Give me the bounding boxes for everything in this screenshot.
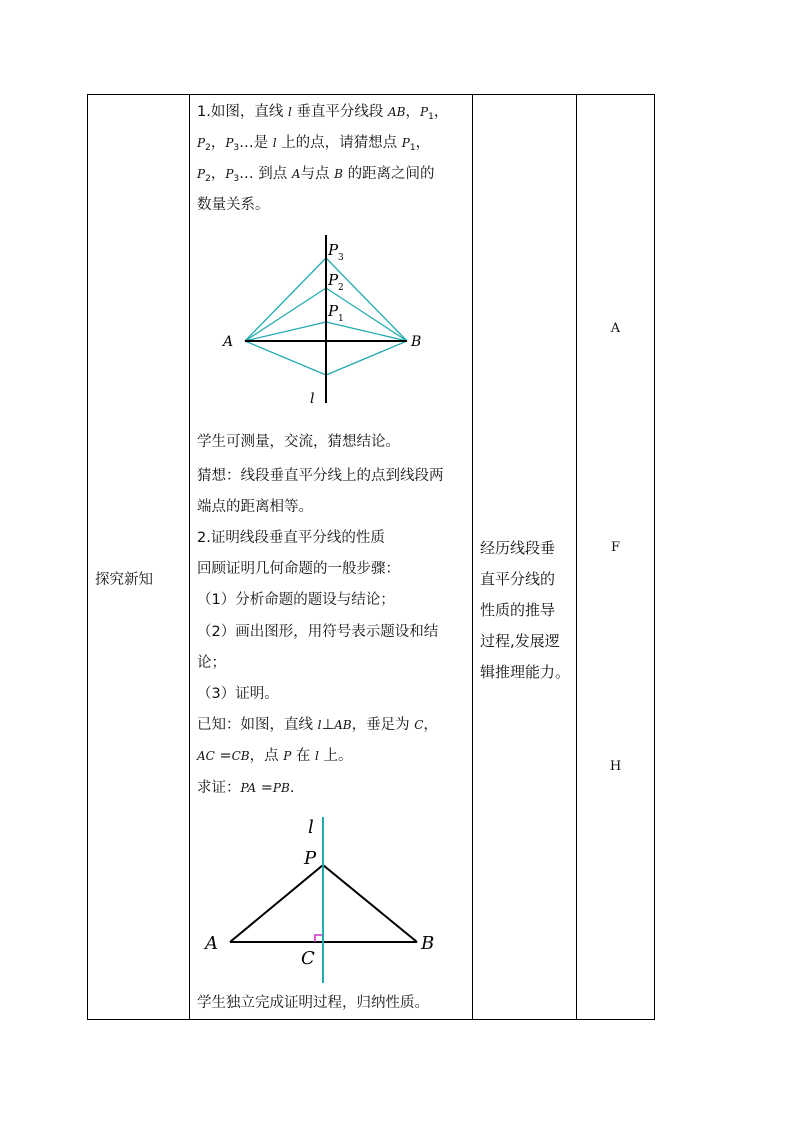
var-p: P xyxy=(197,167,206,181)
var-ac: AC xyxy=(197,749,215,763)
text: 已知：如图，直线 xyxy=(197,717,313,733)
var-ab: AB xyxy=(334,718,352,732)
text: … 到点 xyxy=(239,166,288,182)
step-1: （1）分析命题的题设与结论； xyxy=(197,592,395,608)
var-p: P xyxy=(401,136,410,150)
var-l: l xyxy=(317,718,322,732)
label-l: l xyxy=(310,391,315,407)
label-p2-sub: 2 xyxy=(338,283,344,293)
var-ab: AB xyxy=(388,105,406,119)
text: ，点 xyxy=(249,748,279,764)
segment-p3-b xyxy=(326,258,407,341)
purpose-line-2: 直平分线的 xyxy=(480,570,556,588)
mark-f: F xyxy=(610,540,621,555)
question-number: 1. xyxy=(197,104,211,120)
purpose-line-5: 辑推理能力。 xyxy=(480,663,571,681)
segment-a-p2 xyxy=(245,288,326,341)
subscript: 2 xyxy=(205,174,211,184)
figure-perpendicular-bisector-points xyxy=(189,231,472,413)
text: 的距离之间的 xyxy=(347,166,435,182)
var-p: P xyxy=(283,749,292,763)
known-line-1 xyxy=(197,710,469,742)
label-a: A xyxy=(223,334,234,350)
label-p1: P xyxy=(328,302,339,320)
var-p: P xyxy=(420,105,429,119)
segment-q-b xyxy=(326,341,407,375)
purpose-line-3: 性质的推导 xyxy=(480,601,556,619)
text: ，垂足为 xyxy=(351,717,410,733)
segment-a-p1 xyxy=(245,322,326,341)
label-l: l xyxy=(308,817,314,838)
segment-pb xyxy=(323,865,417,942)
subscript: 2 xyxy=(205,143,211,153)
period: . xyxy=(289,780,295,796)
guess-line-2: 端点的距离相等。 xyxy=(197,499,313,515)
var-l: l xyxy=(287,105,292,119)
text: 垂直平分线段 xyxy=(296,104,384,120)
subscript: 3 xyxy=(233,174,240,184)
text: 求证： xyxy=(197,780,241,796)
subscript: 1 xyxy=(428,112,434,122)
var-b: B xyxy=(334,167,343,181)
summary-text: 学生独立完成证明过程，归纳性质。 xyxy=(197,995,429,1011)
comma: ， xyxy=(433,104,449,120)
segment-a-q xyxy=(245,341,326,375)
equals: = xyxy=(260,780,273,796)
content-cell xyxy=(189,95,472,1019)
text: 与点 xyxy=(300,166,330,182)
lesson-table xyxy=(87,94,655,1020)
var-l: l xyxy=(272,136,277,150)
known-line-2 xyxy=(197,741,469,773)
equals: = xyxy=(219,748,232,764)
segment-p1-b xyxy=(326,322,407,341)
var-cb: CB xyxy=(231,749,250,763)
guess-line-1: 猜想：线段垂直平分线上的点到线段两 xyxy=(197,468,444,484)
mark-h: H xyxy=(609,759,622,774)
subscript: 1 xyxy=(409,143,416,153)
comma: ， xyxy=(415,135,431,151)
text: 上。 xyxy=(323,748,353,764)
review-steps: 回顾证明几何命题的一般步骤： xyxy=(197,561,400,577)
question-2: 2.证明线段垂直平分线的性质 xyxy=(197,530,385,546)
segment-pa xyxy=(230,865,323,942)
var-pa: PA xyxy=(240,781,257,795)
var-p: P xyxy=(225,136,234,150)
perp-symbol: ⊥ xyxy=(321,717,335,733)
label-p3-sub: 3 xyxy=(338,253,344,263)
label-p: P xyxy=(304,848,317,869)
var-l: l xyxy=(315,749,319,763)
column-divider xyxy=(472,95,473,1019)
step-3: （3）证明。 xyxy=(197,686,279,702)
comma: ， xyxy=(423,717,438,733)
column-divider xyxy=(576,95,577,1019)
label-c: C xyxy=(301,948,315,969)
mark-a: A xyxy=(610,321,621,336)
var-p: P xyxy=(197,136,206,150)
text: 上的点，请猜想点 xyxy=(281,135,398,151)
comma: ， xyxy=(210,135,226,151)
text: 如图，直线 xyxy=(210,104,284,120)
text: 在 xyxy=(295,748,311,764)
prove-line xyxy=(197,773,469,805)
question-1-line-4: 数量关系。 xyxy=(197,197,270,213)
label-a: A xyxy=(205,933,218,954)
var-p: P xyxy=(225,167,234,181)
purpose-line-1: 经历线段垂 xyxy=(480,539,556,557)
text: …是 xyxy=(239,135,269,151)
segment-a-p3 xyxy=(245,258,326,341)
comma: ， xyxy=(210,166,226,182)
var-pb: PB xyxy=(272,781,290,795)
var-c: C xyxy=(414,718,424,732)
step-2-line-1: （2）画出图形，用符号表示题设和结 xyxy=(197,624,439,640)
figure-triangle-pab xyxy=(189,813,472,991)
section-label: 探究新知 xyxy=(95,572,153,588)
label-p1-sub: 1 xyxy=(338,314,344,324)
right-angle-mark xyxy=(315,935,323,942)
step-2-line-2: 论； xyxy=(197,655,226,671)
comma: ， xyxy=(405,104,420,120)
label-p3: P xyxy=(328,241,339,259)
subscript: 3 xyxy=(233,143,240,153)
label-b: B xyxy=(421,933,435,954)
purpose-line-4: 过程,发展逻 xyxy=(480,632,560,650)
label-p2: P xyxy=(328,271,339,289)
label-b: B xyxy=(411,334,422,350)
var-a: A xyxy=(291,167,301,181)
measure-text: 学生可测量，交流，猜想结论。 xyxy=(197,434,400,450)
